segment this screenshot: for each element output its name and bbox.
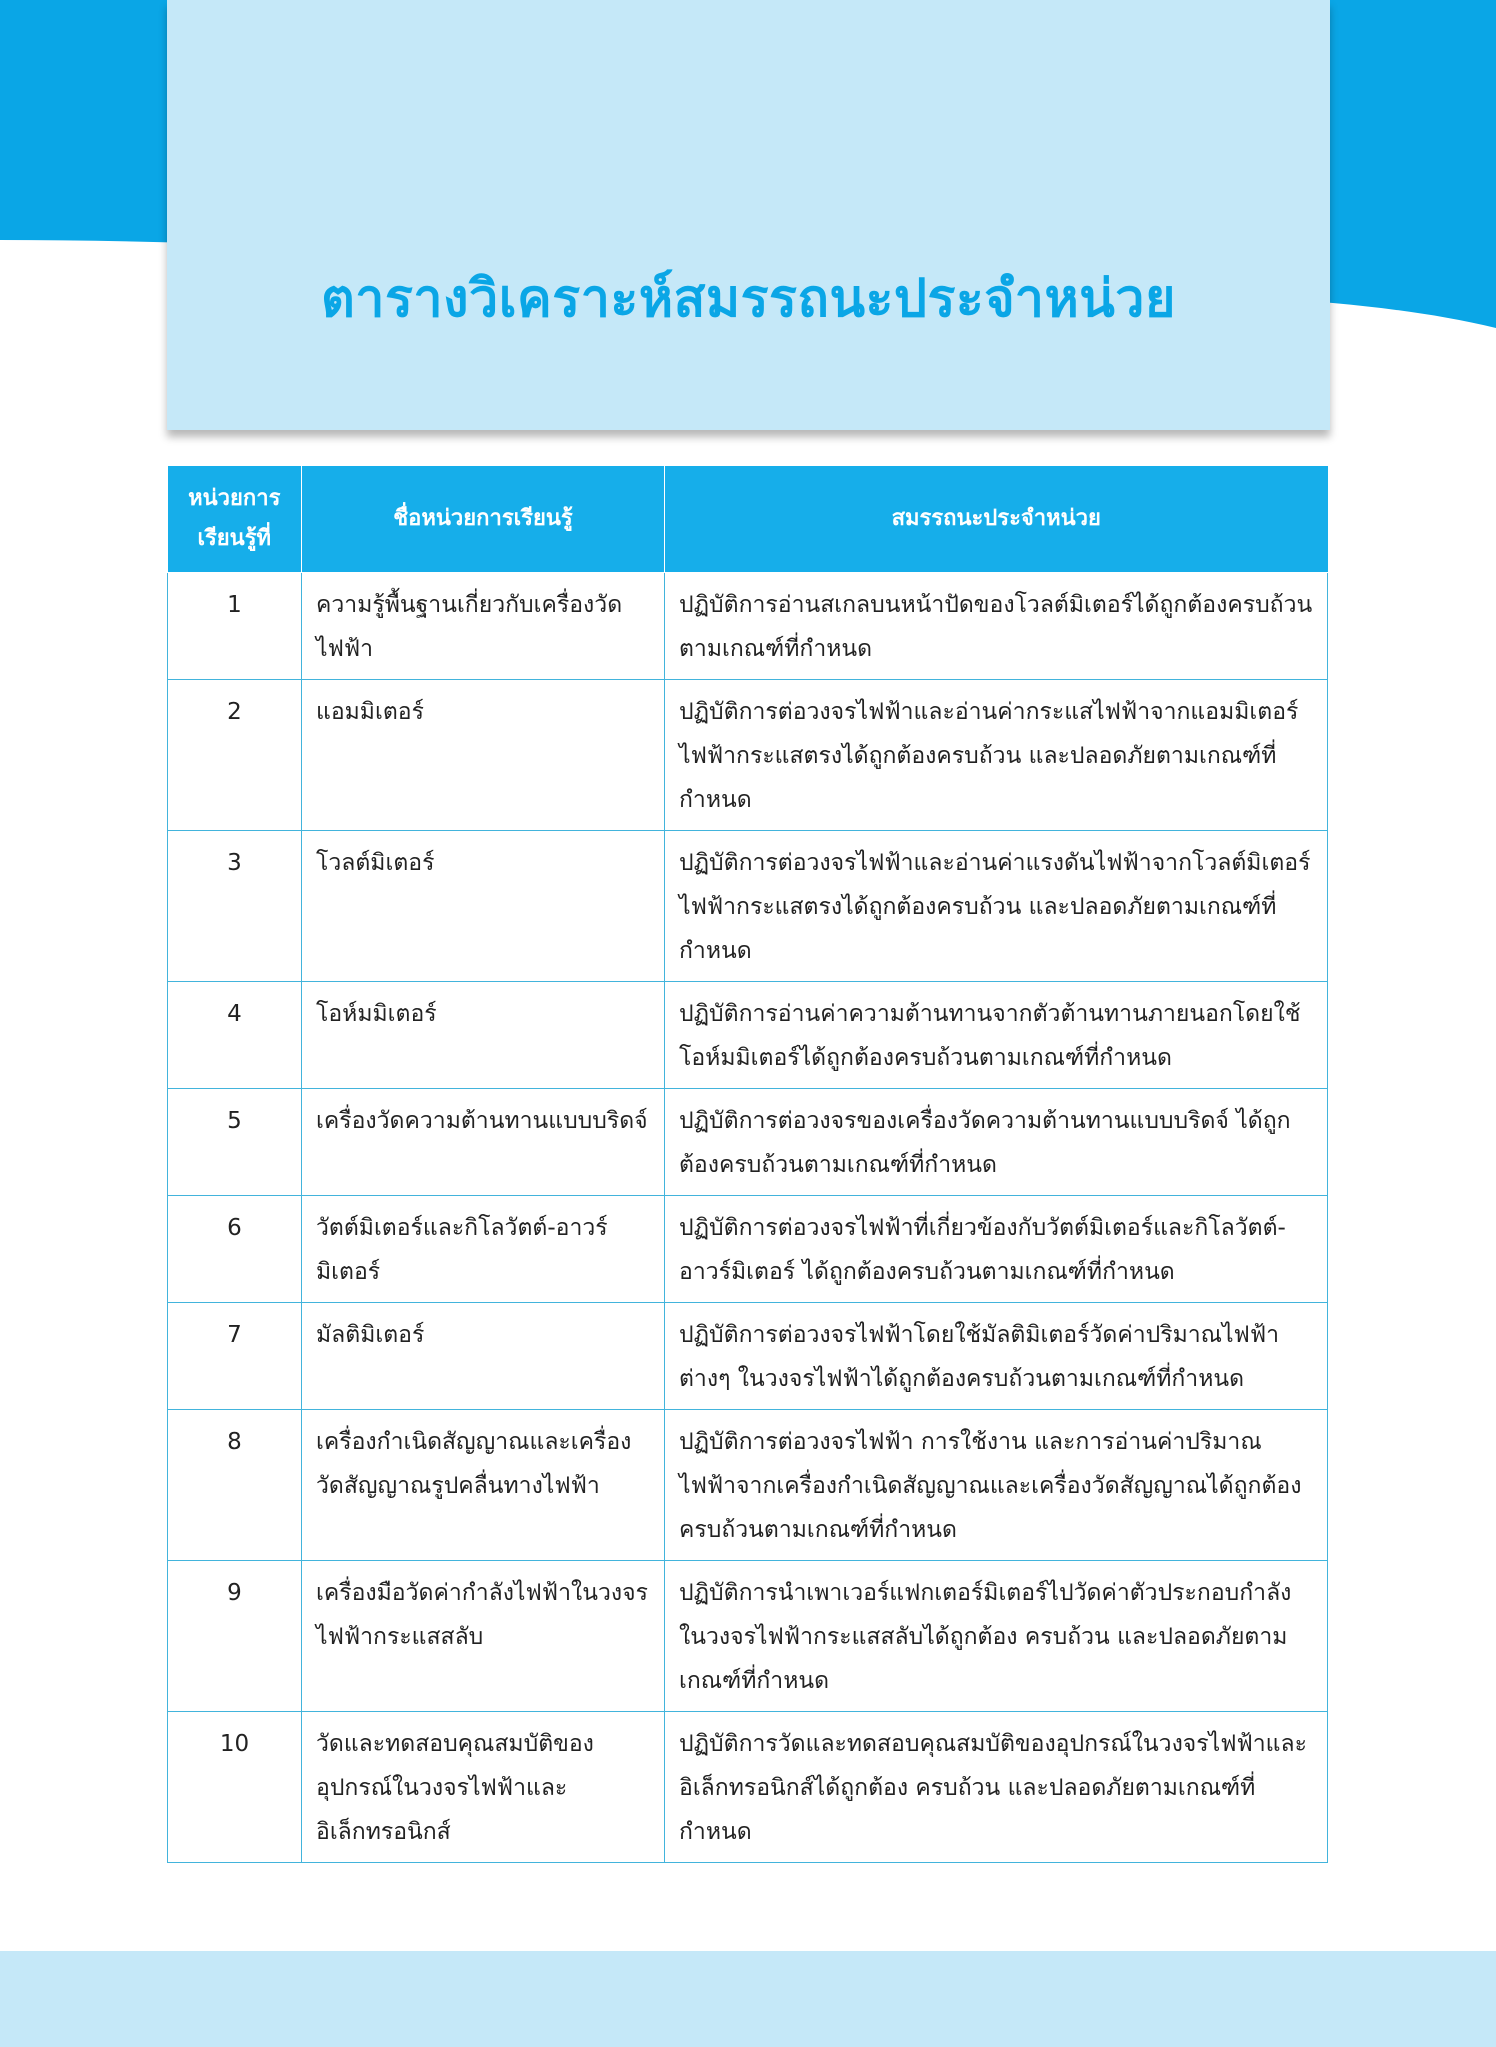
- page-title: ตารางวิเคราะห์สมรรถนะประจำหน่วย: [321, 269, 1176, 329]
- competency-cell: ปฏิบัติการต่อวงจรไฟฟ้า การใช้งาน และการอ่านค่าปริมาณไฟฟ้าจากเครื่องกำเนิดสัญญาณและเครื่องวัดสัญญาณได้ถูกต้องครบถ้วนตามเกณฑ์ที่กำหนด: [665, 1410, 1328, 1561]
- unit-name-cell: แอมมิเตอร์: [302, 680, 665, 831]
- competency-table: [167, 466, 1328, 1863]
- competency-cell: ปฏิบัติการนำเพาเวอร์แฟกเตอร์มิเตอร์ไปวัดค่าตัวประกอบกำลังในวงจรไฟฟ้ากระแสสลับได้ถูกต้อง ครบถ้วน และปลอดภัยตามเกณฑ์ที่กำหนด: [665, 1561, 1328, 1712]
- unit-name-cell: ความรู้พื้นฐานเกี่ยวกับเครื่องวัดไฟฟ้า: [302, 573, 665, 680]
- title-panel: [167, 0, 1330, 430]
- unit-number-cell: 6: [168, 1196, 302, 1303]
- unit-number-cell: 8: [168, 1410, 302, 1561]
- table-row: [168, 1561, 1328, 1712]
- unit-name-cell: มัลติมิเตอร์: [302, 1303, 665, 1410]
- table-row: [168, 1303, 1328, 1410]
- unit-number-cell: 3: [168, 831, 302, 982]
- header-unit-number: หน่วยการ เรียนรู้ที่: [168, 466, 302, 573]
- unit-number-cell: 9: [168, 1561, 302, 1712]
- unit-number-cell: 7: [168, 1303, 302, 1410]
- footer-band: [0, 1951, 1496, 2047]
- table-row: [168, 573, 1328, 680]
- unit-name-cell: โวลต์มิเตอร์: [302, 831, 665, 982]
- competency-cell: ปฏิบัติการอ่านค่าความต้านทานจากตัวต้านทานภายนอกโดยใช้โอห์มมิเตอร์ได้ถูกต้องครบถ้วนตามเกณฑ์ที่กำหนด: [665, 982, 1328, 1089]
- unit-number-cell: 4: [168, 982, 302, 1089]
- competency-cell: ปฏิบัติการต่อวงจรของเครื่องวัดความต้านทานแบบบริดจ์ ได้ถูกต้องครบถ้วนตามเกณฑ์ที่กำหนด: [665, 1089, 1328, 1196]
- competency-cell: ปฏิบัติการต่อวงจรไฟฟ้าและอ่านค่ากระแสไฟฟ้าจากแอมมิเตอร์ไฟฟ้ากระแสตรงได้ถูกต้องครบถ้วน และปลอดภัยตามเกณฑ์ที่กำหนด: [665, 680, 1328, 831]
- table-row: [168, 680, 1328, 831]
- competency-table-container: [167, 466, 1327, 1863]
- unit-name-cell: เครื่องมือวัดค่ากำลังไฟฟ้าในวงจรไฟฟ้ากระแสสลับ: [302, 1561, 665, 1712]
- unit-name-cell: วัดและทดสอบคุณสมบัติของอุปกรณ์ในวงจรไฟฟ้าและอิเล็กทรอนิกส์: [302, 1712, 665, 1863]
- unit-number-cell: 1: [168, 573, 302, 680]
- unit-number-cell: 2: [168, 680, 302, 831]
- unit-name-cell: เครื่องกำเนิดสัญญาณและเครื่องวัดสัญญาณรูปคลื่นทางไฟฟ้า: [302, 1410, 665, 1561]
- competency-cell: ปฏิบัติการอ่านสเกลบนหน้าปัดของโวลต์มิเตอร์ได้ถูกต้องครบถ้วนตามเกณฑ์ที่กำหนด: [665, 573, 1328, 680]
- competency-cell: ปฏิบัติการวัดและทดสอบคุณสมบัติของอุปกรณ์ในวงจรไฟฟ้าและอิเล็กทรอนิกส์ได้ถูกต้อง ครบถ้วน และปลอดภัยตามเกณฑ์ที่กำหนด: [665, 1712, 1328, 1863]
- table-row: [168, 982, 1328, 1089]
- header-competency: สมรรถนะประจำหน่วย: [665, 466, 1328, 573]
- unit-name-cell: วัตต์มิเตอร์และกิโลวัตต์-อาวร์มิเตอร์: [302, 1196, 665, 1303]
- competency-cell: ปฏิบัติการต่อวงจรไฟฟ้าที่เกี่ยวข้องกับวัตต์มิเตอร์และกิโลวัตต์-อาวร์มิเตอร์ ได้ถูกต้องครบถ้วนตามเกณฑ์ที่กำหนด: [665, 1196, 1328, 1303]
- table-header-row: [168, 466, 1328, 573]
- unit-name-cell: เครื่องวัดความต้านทานแบบบริดจ์: [302, 1089, 665, 1196]
- competency-cell: ปฏิบัติการต่อวงจรไฟฟ้าและอ่านค่าแรงดันไฟฟ้าจากโวลต์มิเตอร์ไฟฟ้ากระแสตรงได้ถูกต้องครบถ้วน และปลอดภัยตามเกณฑ์ที่กำหนด: [665, 831, 1328, 982]
- table-row: [168, 831, 1328, 982]
- table-row: [168, 1089, 1328, 1196]
- unit-number-cell: 10: [168, 1712, 302, 1863]
- table-row: [168, 1712, 1328, 1863]
- header-unit-name: ชื่อหน่วยการเรียนรู้: [302, 466, 665, 573]
- table-row: [168, 1196, 1328, 1303]
- competency-cell: ปฏิบัติการต่อวงจรไฟฟ้าโดยใช้มัลติมิเตอร์วัดค่าปริมาณไฟฟ้าต่างๆ ในวงจรไฟฟ้าได้ถูกต้องครบถ้วนตามเกณฑ์ที่กำหนด: [665, 1303, 1328, 1410]
- unit-name-cell: โอห์มมิเตอร์: [302, 982, 665, 1089]
- table-row: [168, 1410, 1328, 1561]
- unit-number-cell: 5: [168, 1089, 302, 1196]
